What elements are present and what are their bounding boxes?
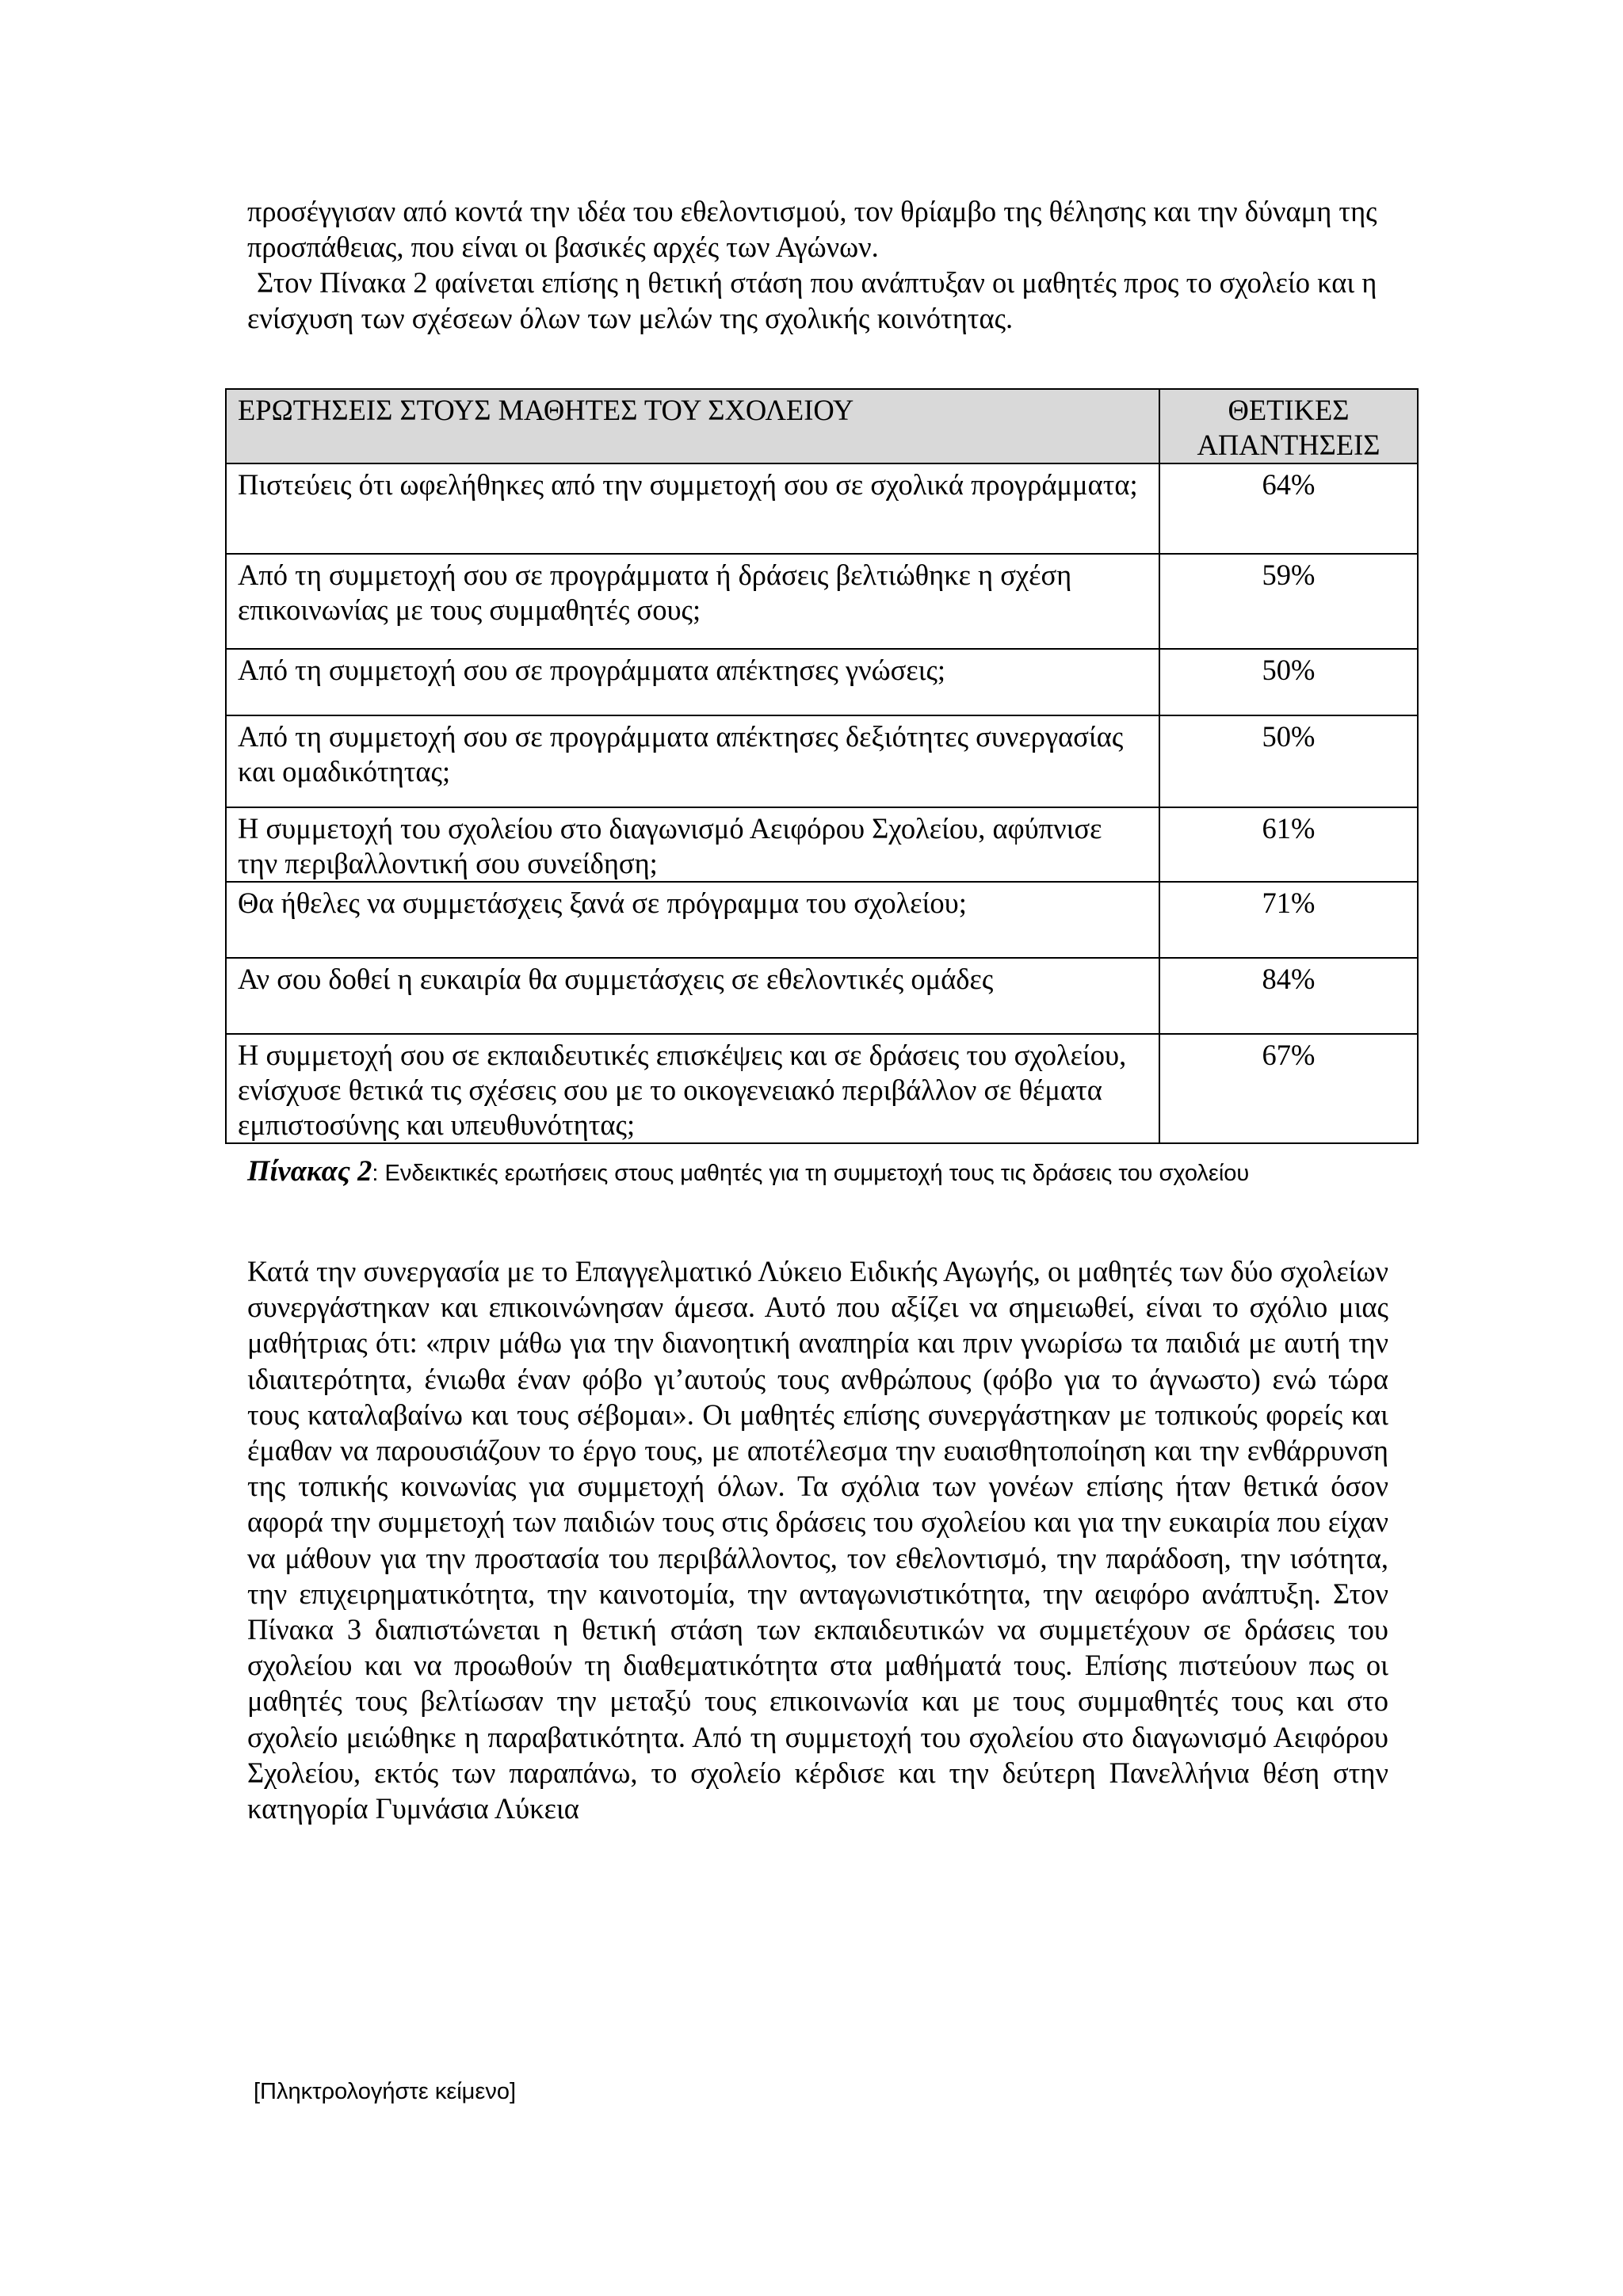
table-row (226, 554, 1418, 649)
header-questions: ΕΡΩΤΗΣΕΙΣ ΣΤΟΥΣ ΜΑΘΗΤΕΣ ΤΟΥ ΣΧΟΛΕΙΟΥ (226, 389, 1159, 463)
caption-text: : Ενδεικτικές ερωτήσεις στους μαθητές για τη συμμετοχή τους τις δράσεις του σχολείου (372, 1161, 1250, 1186)
table-row (226, 1034, 1418, 1143)
value-cell: 50% (1159, 715, 1418, 807)
header-answer-line-2: ΑΠΑΝΤΗΣΕΙΣ (1197, 429, 1381, 461)
question-cell: Η συμμετοχή του σχολείου στο διαγωνισμό Αειφόρου Σχολείου, αφύπνισε την περιβαλλοντική σου συνείδηση; (226, 807, 1159, 882)
question-cell: Πιστεύεις ότι ωφελήθηκες από την συμμετοχή σου σε σχολικά προγράμματα; (226, 463, 1159, 554)
table-row (226, 463, 1418, 554)
question-cell: Θα ήθελες να συμμετάσχεις ξανά σε πρόγραμμα του σχολείου; (226, 882, 1159, 958)
survey-table (225, 388, 1419, 1144)
value-cell: 64% (1159, 463, 1418, 554)
table-row (226, 882, 1418, 958)
question-cell: Από τη συμμετοχή σου σε προγράμματα ή δράσεις βελτιώθηκε η σχέση επικοινωνίας με τους συμμαθητές σους; (226, 554, 1159, 649)
intro-paragraph-2: Στον Πίνακα 2 φαίνεται επίσης η θετική στάση που ανάπτυξαν οι μαθητές προς το σχολείο και η ενίσχυση των σχέσεων όλων των μελών της σχολικής κοινότητας. (247, 266, 1377, 334)
value-cell: 71% (1159, 882, 1418, 958)
header-answer-line-1: ΘΕΤΙΚΕΣ (1228, 394, 1350, 426)
question-cell: Η συμμετοχή σου σε εκπαιδευτικές επισκέψεις και σε δράσεις του σχολείου, ενίσχυσε θετικά τις σχέσεις σου με το οικογενειακό περιβάλλον σε θέματα εμπιστοσύνης και υπευθυνότητας; (226, 1034, 1159, 1143)
value-cell: 50% (1159, 649, 1418, 715)
table-row (226, 649, 1418, 715)
table-row (226, 807, 1418, 882)
intro-text (247, 193, 1395, 336)
table-row (226, 715, 1418, 807)
caption-label: Πίνακας 2 (247, 1154, 372, 1187)
header-positive-answers (1159, 389, 1418, 463)
table-row (226, 958, 1418, 1034)
value-cell: 67% (1159, 1034, 1418, 1143)
footer-placeholder[interactable]: [Πληκτρολογήστε κείμενο] (254, 2079, 517, 2104)
question-cell: Από τη συμμετοχή σου σε προγράμματα απέκτησες δεξιότητες συνεργασίας και ομαδικότητας; (226, 715, 1159, 807)
question-cell: Από τη συμμετοχή σου σε προγράμματα απέκτησες γνώσεις; (226, 649, 1159, 715)
value-cell: 61% (1159, 807, 1418, 882)
body-paragraph: Κατά την συνεργασία με το Επαγγελματικό Λύκειο Ειδικής Αγωγής, οι μαθητές των δύο σχολείων συνεργάστηκαν και επικοινώνησαν άμεσα. Αυτό που αξίζει να σημειωθεί, είναι το σχόλιο μιας μαθήτριας ότι: «πριν μάθω για την διανοητική αναπηρία και πριν γνωρίσω τα παιδιά με αυτή την ιδιαιτερότητα, ένιωθα έναν φόβο γι’αυτούς τους ανθρώπους (φόβο για το άγνωστο) ενώ τώρα τους καταλαβαίνω και τους σέβομαι». Οι μαθητές επίσης συνεργάστηκαν με τοπικούς φορείς και έμαθαν να παρουσιάζουν το έργο τους, με αποτέλεσμα την ευαισθητοποίηση και την ενθάρρυνση της τοπικής κοινωνίας για συμμετοχή όλων. Τα σχόλια των γονέων επίσης ήταν θετικά όσον αφορά την συμμετοχή των παιδιών τους στις δράσεις του σχολείου και για την ευκαιρία που είχαν να μάθουν για την προστασία του περιβάλλοντος, τον εθελοντισμό, την παράδοση, την ισότητα, την επιχειρηματικότητα, την καινοτομία, την ανταγωνιστικότητα, την αειφόρο ανάπτυξη. Στον Πίνακα 3 διαπιστώνεται η θετική στάση των εκπαιδευτικών να συμμετέχουν σε δράσεις του σχολείου και να προωθούν τη διαθεματικότητα στα μαθήματά τους. Επίσης πιστεύουν πως οι μαθητές τους βελτίωσαν την μεταξύ τους επικοινωνία και με τους συμμαθητές τους και στο σχολείο μειώθηκε η παραβατικότητα. Από τη συμμετοχή του σχολείου στο διαγωνισμό Αειφόρου Σχολείου, εκτός των παραπάνω, το σχολείο κέρδισε και την δεύτερη Πανελλήνια θέση στην κατηγορία Γυμνάσια Λύκεια (247, 1255, 1388, 1825)
table-caption (247, 1155, 1388, 1189)
question-cell: Αν σου δοθεί η ευκαιρία θα συμμετάσχεις σε εθελοντικές ομάδες (226, 958, 1159, 1034)
intro-paragraph-1: προσέγγισαν από κοντά την ιδέα του εθελοντισμού, τον θρίαμβο της θέλησης και την δύναμη της προσπάθειας, που είναι οι βασικές αρχές των Αγώνων. (247, 195, 1377, 263)
value-cell: 59% (1159, 554, 1418, 649)
table-header-row (226, 389, 1418, 463)
value-cell: 84% (1159, 958, 1418, 1034)
